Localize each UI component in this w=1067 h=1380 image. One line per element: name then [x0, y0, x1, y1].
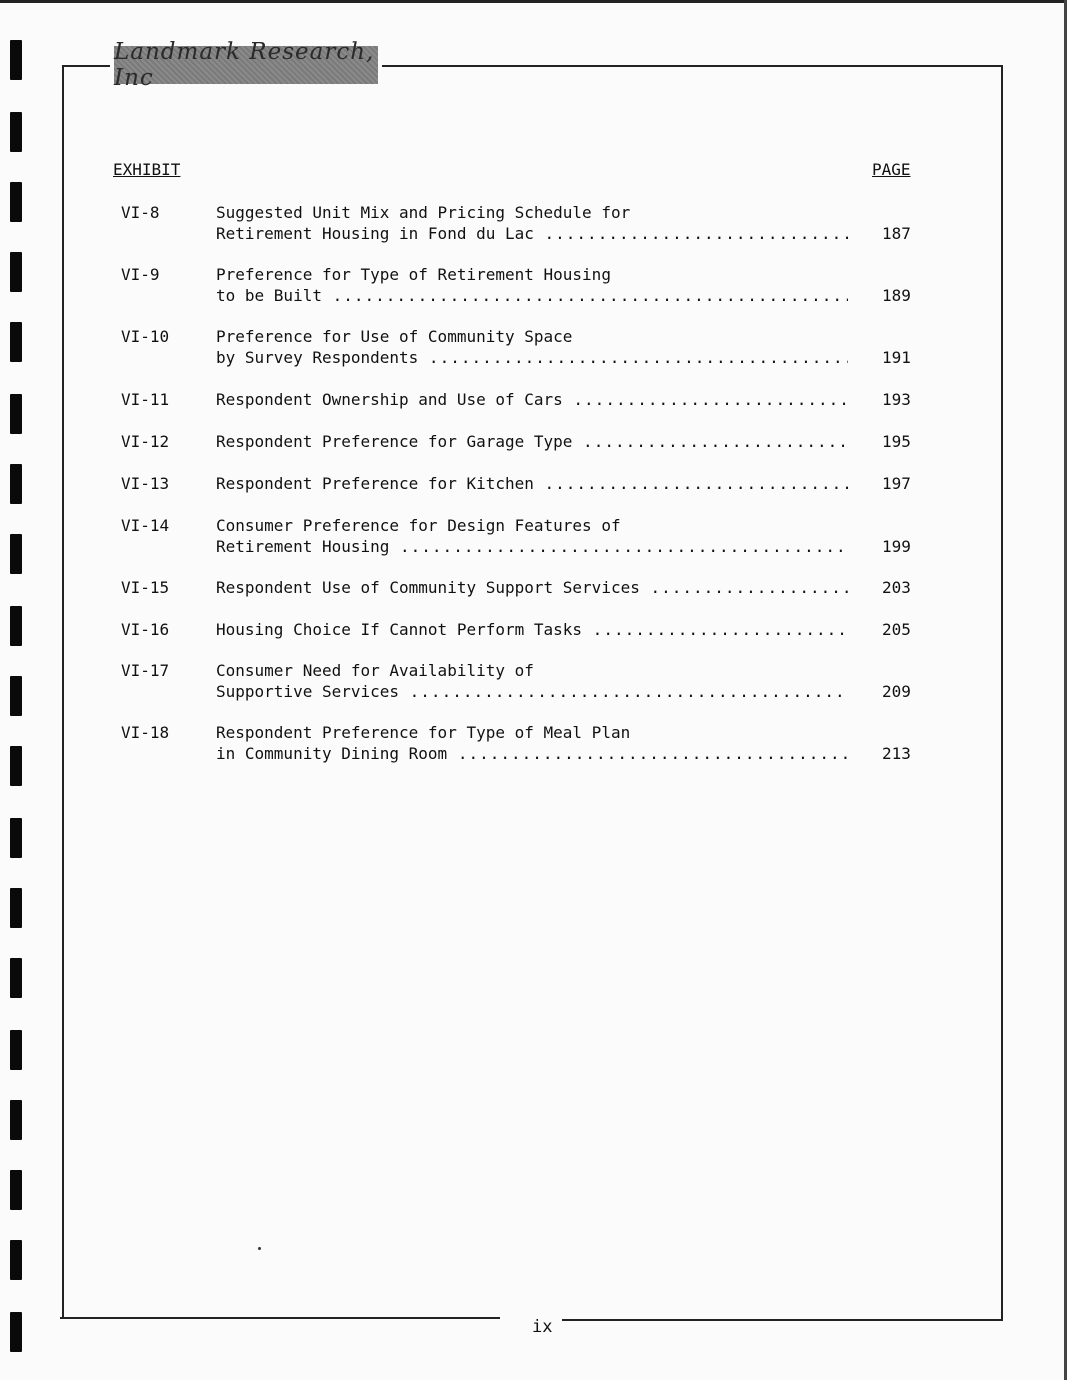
exhibit-page-number: 193 [882, 390, 911, 409]
punch-hole [10, 888, 22, 928]
punch-hole [10, 1100, 22, 1140]
exhibit-title-line: Supportive Services ..... [216, 681, 848, 702]
exhibit-number: VI-14 [121, 516, 170, 535]
exhibit-number: VI-8 [121, 203, 160, 222]
punch-hole [10, 1312, 22, 1352]
exhibit-title [216, 389, 856, 410]
punch-hole [10, 534, 22, 574]
frame-border [62, 65, 110, 67]
exhibit-title-line: Respondent Preference for Type of Meal Plan [216, 723, 631, 742]
exhibit-title [216, 473, 856, 494]
exhibit-number: VI-16 [121, 620, 170, 639]
punch-hole [10, 464, 22, 504]
exhibit-page-number: 195 [882, 432, 911, 451]
punch-hole [10, 1030, 22, 1070]
exhibit-title [216, 264, 856, 306]
page-top-edge [0, 0, 1067, 3]
exhibit-column-header: EXHIBIT [113, 160, 181, 179]
punch-hole [10, 252, 22, 292]
frame-border [60, 1317, 500, 1319]
exhibit-title-line: Consumer Need for Availability of [216, 661, 534, 680]
exhibit-title-line: Retirement Housing in Fond du Lac ..... [216, 223, 848, 244]
exhibit-page-number: 189 [882, 286, 911, 305]
exhibit-page-number: 197 [882, 474, 911, 493]
frame-border [1001, 65, 1003, 1321]
frame-border [382, 65, 1003, 67]
punch-hole [10, 322, 22, 362]
punch-hole [10, 606, 22, 646]
scan-speck [258, 1247, 261, 1250]
exhibit-title-line: Housing Choice If Cannot Perform Tasks ..... [216, 619, 848, 640]
exhibit-number: VI-18 [121, 723, 170, 742]
exhibit-title-line: Consumer Preference for Design Features of [216, 516, 621, 535]
punch-hole [10, 676, 22, 716]
exhibit-title-line: Respondent Preference for Kitchen ..... [216, 473, 848, 494]
company-logo-text: Landmark Research, Inc [114, 39, 375, 91]
exhibit-title [216, 202, 856, 244]
exhibit-page-number: 203 [882, 578, 911, 597]
exhibit-page-number: 205 [882, 620, 911, 639]
exhibit-title-line: Preference for Use of Community Space [216, 327, 573, 346]
exhibit-title [216, 619, 856, 640]
punch-hole [10, 1240, 22, 1280]
exhibit-title-line: Preference for Type of Retirement Housing [216, 265, 611, 284]
exhibit-number: VI-17 [121, 661, 170, 680]
punch-hole [10, 182, 22, 222]
exhibit-number: VI-12 [121, 432, 170, 451]
exhibit-number: VI-11 [121, 390, 170, 409]
exhibit-page-number: 209 [882, 682, 911, 701]
exhibit-title-line: Respondent Preference for Garage Type ..... [216, 431, 848, 452]
page-column-header: PAGE [872, 160, 911, 179]
punch-hole [10, 1170, 22, 1210]
exhibit-title [216, 722, 856, 764]
exhibit-number: VI-13 [121, 474, 170, 493]
punch-hole [10, 818, 22, 858]
exhibit-number: VI-15 [121, 578, 170, 597]
exhibit-title [216, 431, 856, 452]
punch-hole [10, 112, 22, 152]
exhibit-title [216, 577, 856, 598]
exhibit-title-line: Respondent Ownership and Use of Cars ..... [216, 389, 848, 410]
exhibit-title-line: Respondent Use of Community Support Services ..... [216, 577, 848, 598]
exhibit-page-number: 213 [882, 744, 911, 763]
punch-hole [10, 958, 22, 998]
exhibit-title-line: to be Built ..... [216, 285, 848, 306]
exhibit-title [216, 326, 856, 368]
exhibit-page-number: 191 [882, 348, 911, 367]
exhibit-title-line: Suggested Unit Mix and Pricing Schedule for [216, 203, 631, 222]
punch-hole [10, 746, 22, 786]
exhibit-number: VI-10 [121, 327, 170, 346]
exhibit-title [216, 660, 856, 702]
exhibit-page-number: 187 [882, 224, 911, 243]
company-logo-banner [114, 39, 378, 91]
exhibit-title [216, 515, 856, 557]
exhibit-number: VI-9 [121, 265, 160, 284]
frame-border [562, 1319, 1001, 1321]
exhibit-title-line: by Survey Respondents ..... [216, 347, 848, 368]
exhibit-page-number: 199 [882, 537, 911, 556]
punch-hole [10, 394, 22, 434]
exhibit-title-line: Retirement Housing ..... [216, 536, 848, 557]
frame-border [62, 65, 64, 1317]
page-number: ix [532, 1317, 553, 1337]
binder-punch-holes [10, 0, 22, 1380]
exhibit-title-line: in Community Dining Room ..... [216, 743, 848, 764]
punch-hole [10, 40, 22, 80]
